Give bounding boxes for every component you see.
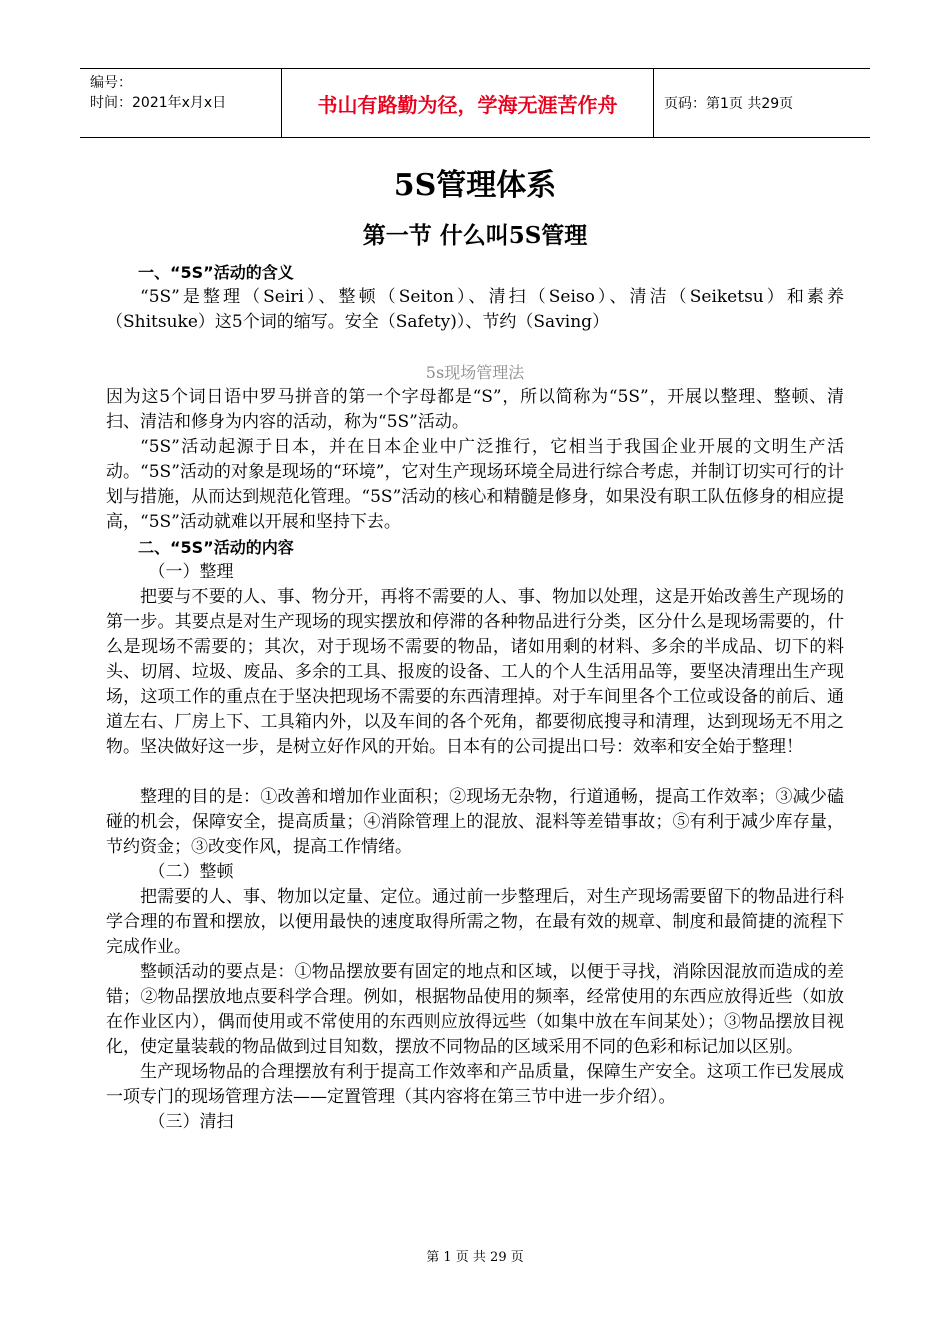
- paragraph-5: 整理的目的是：①改善和增加作业面积；②现场无杂物，行道通畅，提高工作效率；③减少磕碰的机会，保障安全，提高质量；④消除管理上的混放、混料等差错事故；⑤有利于减少库存量，节约资金；③改变作风，提高工作情绪。: [106, 787, 844, 857]
- page-header: [80, 68, 870, 138]
- section-heading-1: 一、“5S”活动的含义: [138, 263, 294, 282]
- number-label: 编号：: [90, 75, 132, 91]
- paragraph-1: “5S”是整理（Seiri）、整顿（Seiton）、清扫（Seiso）、清洁（Seiketsu）和素养（Shitsuke）这5个词的缩写。安全（Safety)）、节约（Saving）: [106, 287, 844, 332]
- watermark-text: 5s现场管理法: [425, 363, 525, 382]
- paragraph-3: “5S”活动起源于日本，并在日本企业中广泛推行，它相当于我国企业开展的文明生产活动。“5S”活动的对象是现场的“环境”，它对生产现场环境全局进行综合考虑，并制订切实可行的计划与措施，从而达到规范化管理。“5S”活动的核心和精髓是修身，如果没有职工队伍修身的相应提高，“5S”活动就难以开展和坚持下去。: [106, 437, 844, 532]
- section-heading-2: 二、“5S”活动的内容: [138, 538, 294, 557]
- subsection-2: （二）整顿: [148, 862, 234, 882]
- paragraph-2: 因为这5个词日语中罗马拼音的第一个字母都是“S”，所以简称为“5S”，开展以整理、整顿、清扫、清洁和修身为内容的活动，称为“5S”活动。: [106, 387, 844, 432]
- subsection-1: （一）整理: [148, 562, 234, 582]
- header-motto: 书山有路勤为径，学海无涯苦作舟: [282, 69, 654, 137]
- doc-title: 5S管理体系: [393, 168, 557, 203]
- paragraph-6: 把需要的人、事、物加以定量、定位。通过前一步整理后，对生产现场需要留下的物品进行科学合理的布置和摆放，以便用最快的速度取得所需之物，在最有效的规章、制度和最简捷的流程下完成作业。: [106, 887, 844, 957]
- subsection-3: （三）清扫: [148, 1112, 234, 1132]
- paragraph-4: 把要与不要的人、事、物分开，再将不需要的人、事、物加以处理，这是开始改善生产现场的第一步。其要点是对生产现场的现实摆放和停滞的各种物品进行分类，区分什么是现场需要的，什么是现场不需要的；其次，对于现场不需要的物品，诸如用剩的材料、多余的半成品、切下的料头、切屑、垃圾、废品、多余的工具、报废的设备、工人的个人生活用品等，要坚决清理出生产现场，这项工作的重点在于坚决把现场不需要的东西清理掉。对于车间里各个工位或设备的前后、通道左右、厂房上下、工具箱内外，以及车间的各个死角，都要彻底搜寻和清理，达到现场无不用之物。坚决做好这一步，是树立好作风的开始。日本有的公司提出口号：效率和安全始于整理！: [106, 587, 844, 757]
- doc-body: [106, 260, 844, 1135]
- page-footer: 第 1 页 共 29 页: [426, 1250, 524, 1265]
- paragraph-7: 整顿活动的要点是：①物品摆放要有固定的地点和区域，以便于寻找，消除因混放而造成的差错；②物品摆放地点要科学合理。例如，根据物品使用的频率，经常使用的东西应放得近些（如放在作业区内），偶而使用或不常使用的东西则应放得远些（如集中放在车间某处）；③物品摆放目视化，使定量装载的物品做到过目知数，摆放不同物品的区域采用不同的色彩和标记加以区别。: [106, 962, 844, 1057]
- doc-subtitle: 第一节 什么叫5S管理: [362, 222, 588, 249]
- paragraph-8: 生产现场物品的合理摆放有利于提高工作效率和产品质量，保障生产安全。这项工作已发展成一项专门的现场管理方法——定置管理（其内容将在第三节中进一步介绍）。: [106, 1062, 844, 1107]
- header-meta: [80, 69, 282, 137]
- header-page-info: 页码：第1页 共29页: [664, 96, 794, 112]
- time-label: 时间：2021年x月x日: [90, 95, 227, 111]
